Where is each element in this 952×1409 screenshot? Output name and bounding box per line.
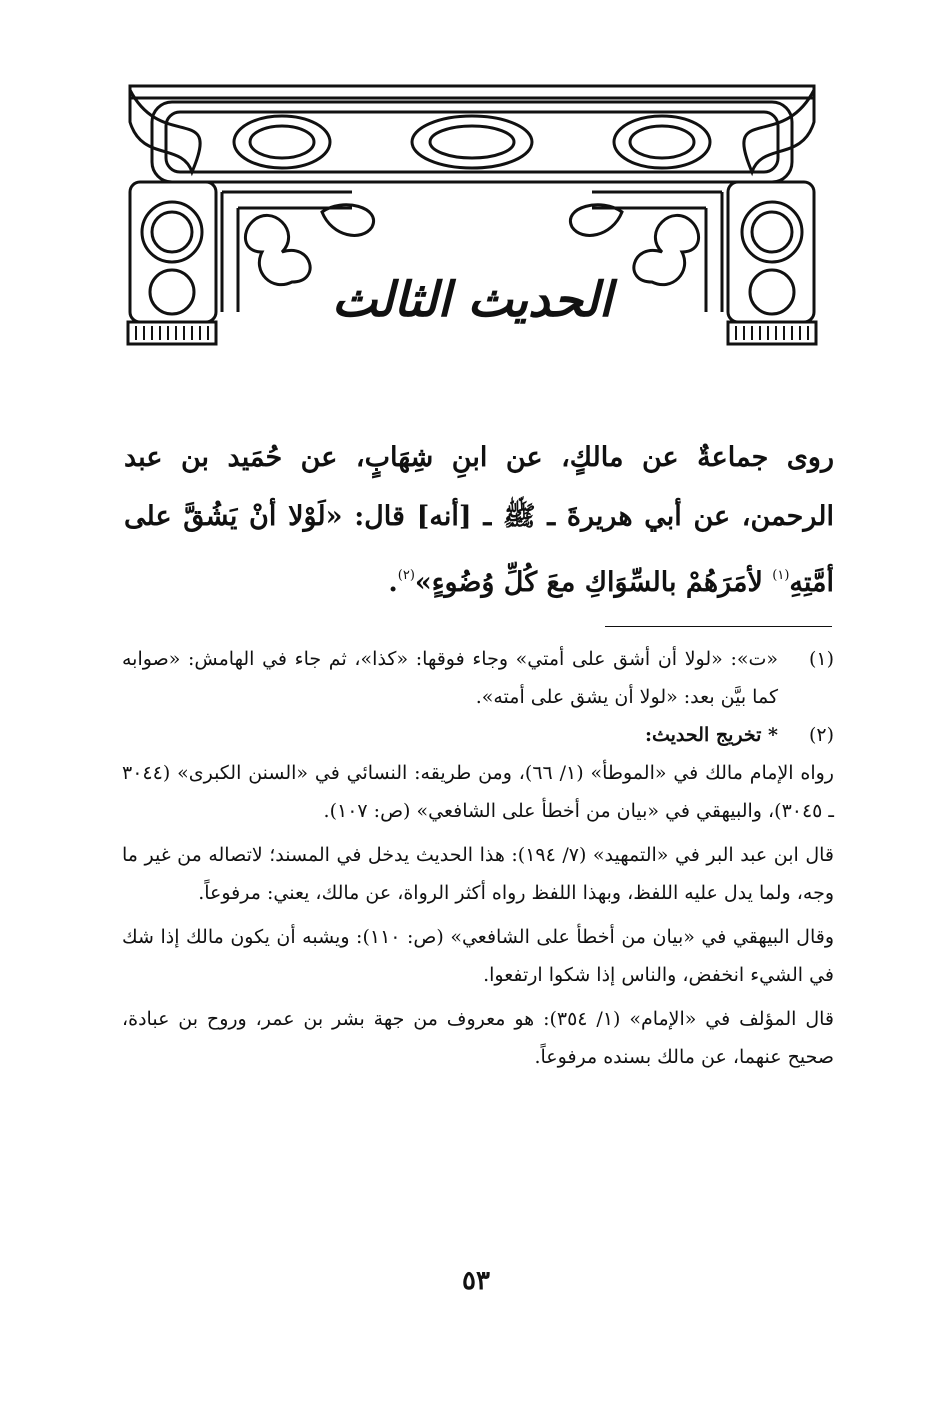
takhrij-paragraph: وقال البيهقي في «بيان من أخطأ على الشافعي» (ص: ١١٠): ويشبه أن يكون مالك إذا شك في الشيء انخفض، والناس إذا شكوا ارتفعوا.	[122, 926, 834, 986]
footnote-number: (٢)	[808, 724, 834, 746]
hadith-paragraph	[124, 428, 834, 612]
hadith-text: روى جماعةٌ عن مالكٍ، عن ابنِ شِهَابٍ، عن حُمَيد بن عبد الرحمن، عن أبي هريرةَ ـ ﷺ ـ [أنه] قال: «لَوْلا أنْ يَشُقَّ على أمَّتِهِ	[124, 442, 834, 598]
page-number: ٥٣	[462, 1266, 490, 1296]
takhrij-paragraph: رواه الإمام مالك في «الموطأ» (١/ ٦٦)، ومن طريقه: النسائي في «السنن الكبرى» (٣٠٤٤ ـ ٣٠٤٥)، والبيهقي في «بيان من أخطأ على الشافعي» (ص: ١٠٧).	[122, 762, 834, 822]
footnote-text: «ت»: «لولا أن أشق على أمتي» وجاء فوقها: «كذا»، ثم جاء في الهامش: «صوابه كما بيَّن بعد: «لولا أن يشق على أمته».	[122, 648, 778, 708]
chapter-title: الحديث الثالث	[331, 272, 613, 328]
footnote-divider	[605, 626, 832, 627]
footnote-ref-1[interactable]: (١)	[772, 568, 790, 583]
footnote-2	[122, 716, 834, 754]
hadith-text-continued: لأمَرَهُمْ بالسِّوَاكِ معَ كُلِّ وُضُوءٍ»	[414, 567, 773, 598]
footnote-ref-2[interactable]: (٢)	[397, 568, 415, 583]
footnotes	[122, 640, 834, 1082]
footnote-number: (١)	[808, 648, 834, 670]
hadith-end: .	[388, 567, 398, 598]
footnote-1	[122, 640, 834, 716]
hadith-text-block	[124, 428, 834, 612]
takhrij-paragraph: قال ابن عبد البر في «التمهيد» (٧/ ١٩٤): هذا الحديث يدخل في المسند؛ لاتصاله من غير ما وجه، ولما يدل عليه اللفظ، وبهذا اللفظ رواه أكثر الرواة، عن مالك، يعني: مرفوعاً.	[122, 844, 834, 904]
takhrij-heading: * تخريج الحديث:	[644, 724, 778, 746]
takhrij-paragraph: قال المؤلف في «الإمام» (١/ ٣٥٤): هو معروف من جهة بشر بن عمر، وروح بن عبادة، صحيح عنهما، عن مالك بسنده مرفوعاً.	[122, 1008, 834, 1068]
